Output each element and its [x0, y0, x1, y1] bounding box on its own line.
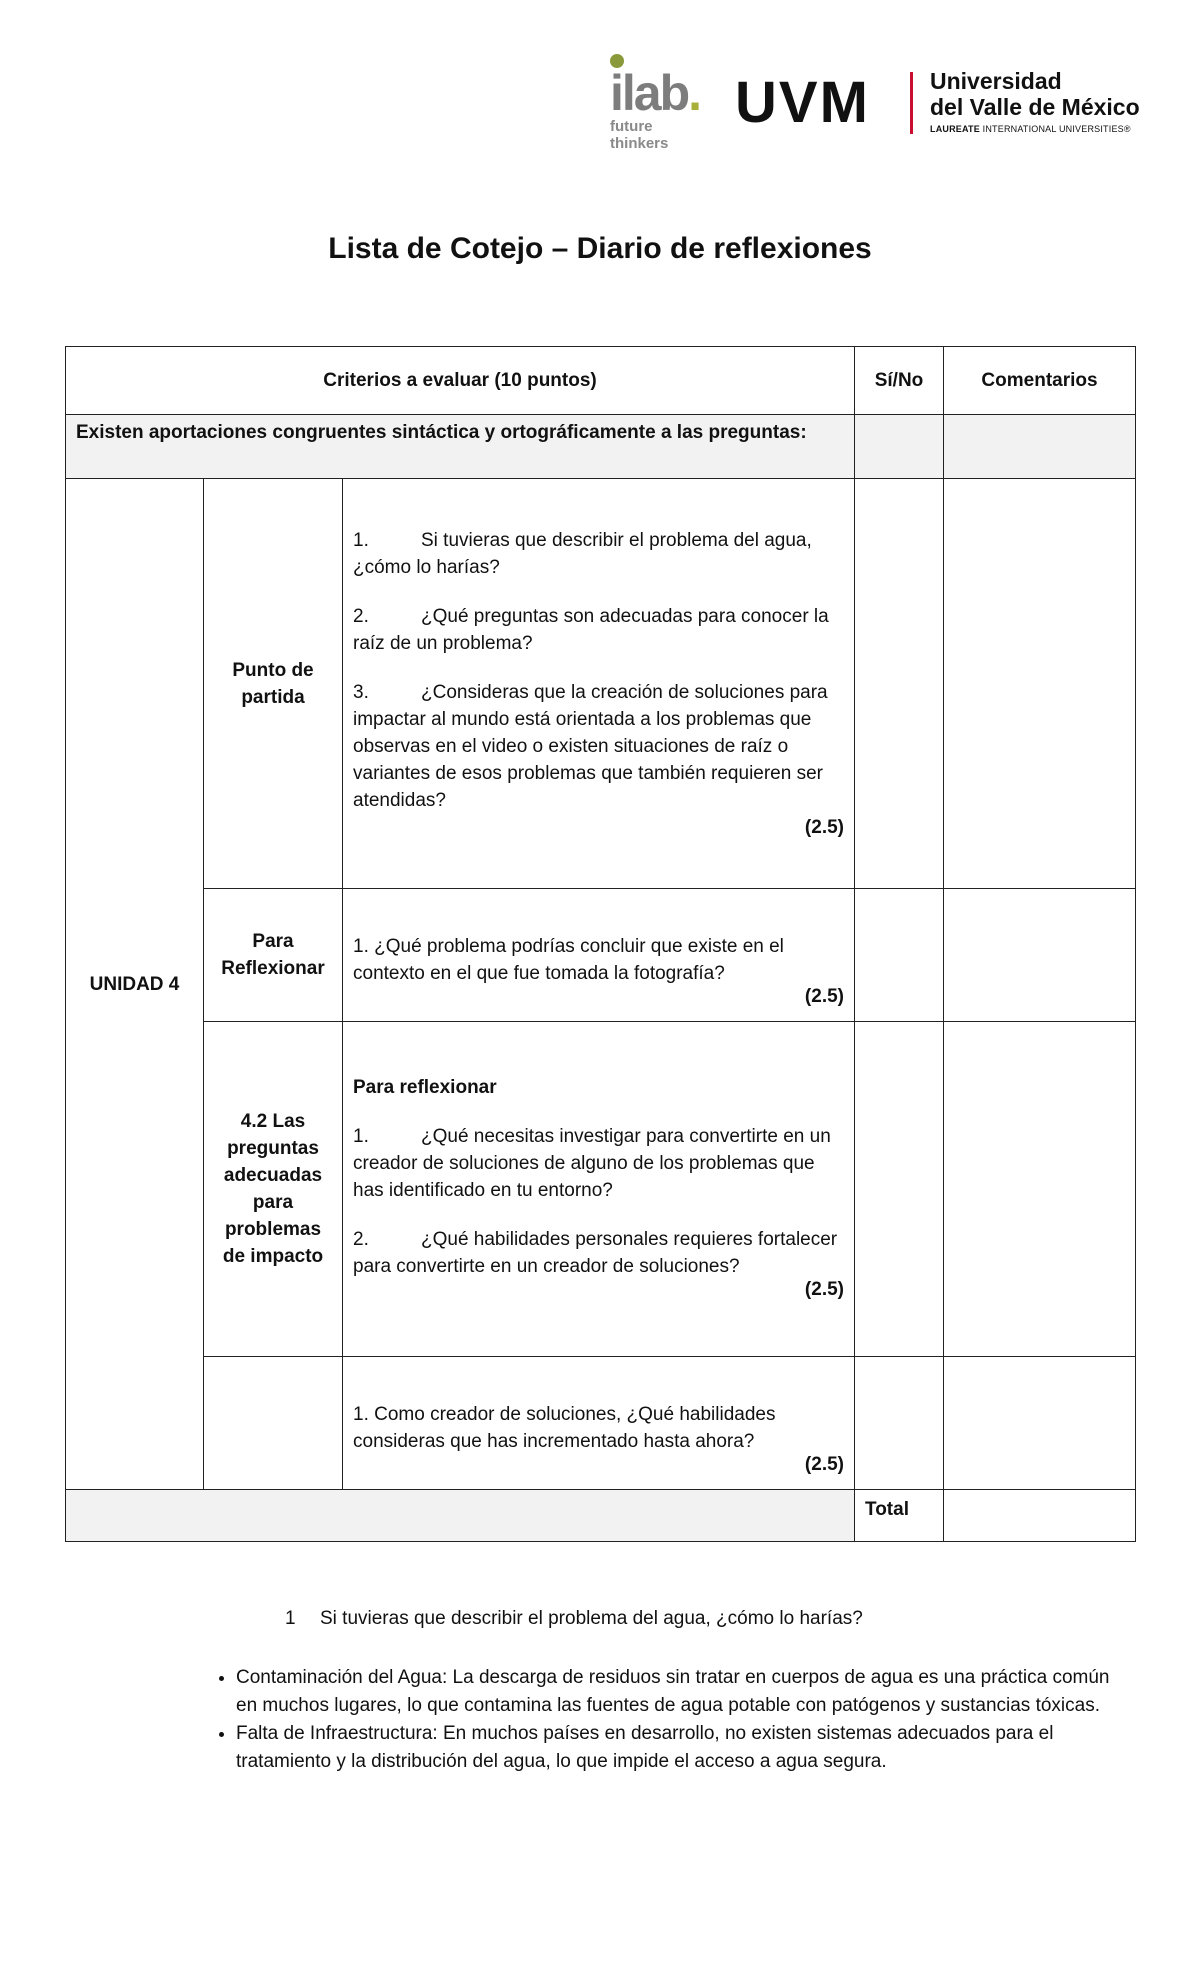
section-label: Punto de partida [204, 479, 343, 889]
comments-cell[interactable] [944, 889, 1136, 1022]
comments-cell[interactable] [944, 1357, 1136, 1490]
unit-label: UNIDAD 4 [66, 479, 204, 1490]
section-label [204, 1357, 343, 1490]
total-value-cell[interactable] [944, 1490, 1136, 1542]
table-row [66, 1022, 1136, 1357]
yesno-cell[interactable] [855, 415, 944, 479]
question-item: 1. Como creador de soluciones, ¿Qué habilidades consideras que has incrementado hasta ahora? [353, 1404, 776, 1452]
uvm-divider [910, 72, 913, 134]
ilab-dot: . [688, 65, 701, 121]
header-yesno: Sí/No [855, 347, 944, 415]
list-item: • Contaminación del Agua: La descarga de residuos sin tratar en cuerpos de agua es una práctica común en muchos lugares, lo que contamina las fuentes de agua potable con patógenos y sustancias tóxicas. [236, 1664, 1116, 1720]
comments-cell[interactable] [944, 415, 1136, 479]
followup-number: 1 [285, 1608, 296, 1629]
section-points: (2.5) [804, 1454, 844, 1475]
question-item: 1. ¿Qué problema podrías concluir que existe en el contexto en el que fue tomada la fotografía? [353, 936, 784, 984]
uvm-name: Universidad del Valle de México [930, 68, 1140, 120]
total-spacer [66, 1490, 855, 1542]
question-item: 2. ¿Qué preguntas son adecuadas para conocer la raíz de un problema? [353, 606, 829, 654]
intro-row [66, 415, 1136, 479]
uvm-subtitle: LAUREATE INTERNATIONAL UNIVERSITIES® [930, 124, 1131, 134]
uvm-logo-mark: UVM [735, 70, 870, 135]
table-row [66, 479, 1136, 889]
yesno-cell[interactable] [855, 1022, 944, 1357]
section-questions [343, 479, 855, 889]
section-questions [343, 889, 855, 1022]
table-row [66, 1357, 1136, 1490]
comments-cell[interactable] [944, 1022, 1136, 1357]
yesno-cell[interactable] [855, 889, 944, 1022]
table-header-row [66, 347, 1136, 415]
list-item: • Falta de Infraestructura: En muchos países en desarrollo, no existen sistemas adecuados para el tratamiento y la distribución del agua, lo que impide el acceso a agua segura. [236, 1720, 1116, 1776]
question-item: 3. ¿Consideras que la creación de soluciones para impactar al mundo está orientada a los problemas que observas en el video o existen situaciones de raíz o variantes de esos problemas que también requieren ser atendidas? [353, 682, 828, 811]
page-title: Lista de Cotejo – Diario de reflexiones [328, 232, 872, 265]
section-questions [343, 1357, 855, 1490]
total-label: Total [855, 1490, 944, 1542]
table-row [66, 889, 1136, 1022]
followup-text: Si tuvieras que describir el problema del agua, ¿cómo lo harías? [320, 1608, 863, 1629]
header-comments: Comentarios [944, 347, 1136, 415]
section-points: (2.5) [804, 986, 844, 1007]
followup-question [285, 1608, 863, 1630]
ilab-tagline: future thinkers [610, 118, 669, 152]
ilab-logo [600, 52, 710, 152]
question-item: 1. Si tuvieras que describir el problema del agua, ¿cómo lo harías? [353, 530, 812, 578]
question-item: 1. ¿Qué necesitas investigar para convertirte en un creador de soluciones de alguno de los problemas que has identificado en tu entorno? [353, 1126, 831, 1201]
section-label: Para Reflexionar [204, 889, 343, 1022]
answer-list [200, 1664, 1116, 1776]
rubric-table [65, 346, 1136, 1542]
header-criteria: Criterios a evaluar (10 puntos) [66, 347, 855, 415]
intro-text: Existen aportaciones congruentes sintáctica y ortográficamente a las preguntas: [66, 415, 855, 479]
header-logos [600, 52, 1140, 152]
total-row [66, 1490, 1136, 1542]
yesno-cell[interactable] [855, 1357, 944, 1490]
section-questions [343, 1022, 855, 1357]
section-subhead: Para reflexionar [353, 1077, 497, 1098]
ilab-wordmark: ilab [610, 65, 689, 121]
question-item: 2. ¿Qué habilidades personales requieres fortalecer para convertirte en un creador de soluciones? [353, 1229, 838, 1277]
comments-cell[interactable] [944, 479, 1136, 889]
section-points: (2.5) [804, 817, 844, 838]
section-label: 4.2 Las preguntas adecuadas para problemas de impacto [204, 1022, 343, 1357]
section-points: (2.5) [804, 1279, 844, 1300]
yesno-cell[interactable] [855, 479, 944, 889]
